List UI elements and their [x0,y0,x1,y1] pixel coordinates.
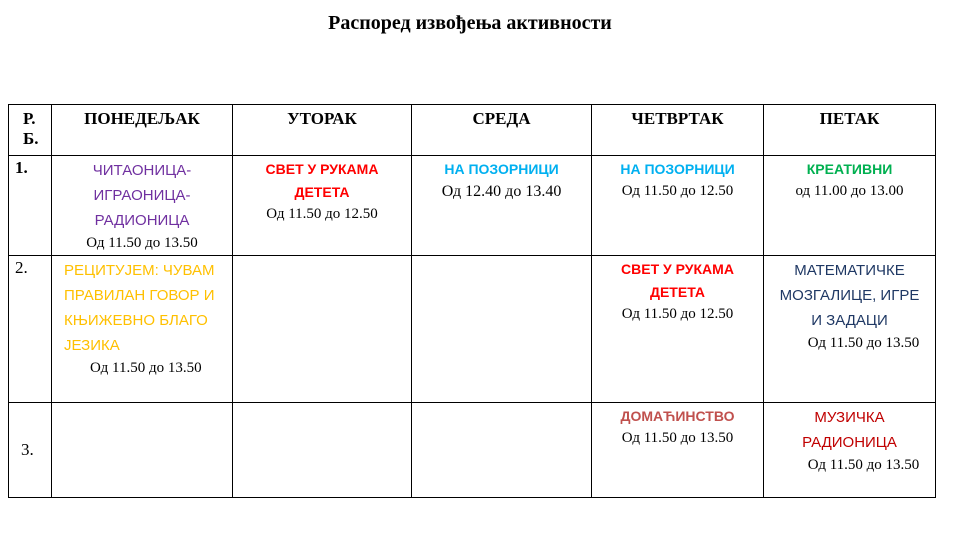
activity-line: СВЕТ У РУКАМА [621,261,734,277]
cell-wednesday-empty [412,403,592,498]
cell-friday [764,156,936,256]
cell-monday-empty [52,403,233,498]
header-wednesday: СРЕДА [412,105,592,156]
activity-line: И ЗАДАЦИ [811,312,888,329]
activity-line: ПРАВИЛАН ГОВОР И [64,287,215,304]
activity-time: Од 11.50 до 13.50 [807,335,920,351]
table-row [9,256,936,403]
cell-friday [764,403,936,498]
activity-time: Од 12.40 до 13.40 [441,183,562,200]
cell-monday [52,256,233,403]
activity-time: Од 11.50 до 13.50 [807,457,920,473]
table-row [9,403,936,498]
activity-line: ДЕТЕТА [650,284,705,300]
activity-time: Од 11.50 до 12.50 [621,183,734,199]
header-monday: ПОНЕДЕЉАК [52,105,233,156]
activity-time: Од 11.50 до 12.50 [266,206,378,222]
activity-line: РАДИОНИЦА [802,434,897,451]
activity-time: Од 11.50 до 13.50 [86,235,198,251]
cell-tuesday [233,156,412,256]
activity-time: Од 11.50 до 12.50 [621,306,734,322]
activity-time: од 11.00 до 13.00 [795,183,904,199]
schedule-table [8,104,936,498]
activity-line: СВЕТ У РУКАМА [265,161,379,177]
activity-line: ДОМАЋИНСТВО [620,408,735,424]
row-number: 2. [9,256,52,403]
activity-line: КЊИЖЕВНО БЛАГО [64,312,208,329]
activity-line: КРЕАТИВНИ [806,161,893,177]
cell-monday [52,156,233,256]
activity-line: РАДИОНИЦА [94,212,190,229]
activity-line: ЧИТАОНИЦА- [92,162,192,179]
row-number: 1. [9,156,52,256]
header-row [9,105,936,156]
cell-wednesday-empty [412,256,592,403]
activity-line: НА ПОЗОРНИЦИ [620,161,735,177]
row-number: 3. [9,403,52,498]
activity-line: ДЕТЕТА [294,184,350,200]
page-title: Распоред извођења активности [328,12,612,34]
activity-time: Од 11.50 до 13.50 [90,360,202,376]
activity-line: НА ПОЗОРНИЦИ [444,161,559,177]
header-tuesday: УТОРАК [233,105,412,156]
activity-line: МОЗГАЛИЦЕ, ИГРЕ [779,287,920,304]
activity-line: МУЗИЧКА [814,409,885,426]
activity-time: Од 11.50 до 13.50 [621,430,734,446]
header-friday: ПЕТАК [764,105,936,156]
activity-line: ИГРАОНИЦА- [93,187,191,204]
cell-wednesday [412,156,592,256]
activity-line: РЕЦИТУЈЕМ: ЧУВАМ [64,262,215,279]
header-thursday: ЧЕТВРТАК [592,105,764,156]
cell-tuesday-empty [233,403,412,498]
cell-thursday [592,156,764,256]
activity-line: МАТЕМАТИЧКЕ [794,262,905,279]
table-row [9,156,936,256]
activity-line: ЈЕЗИКА [64,337,120,354]
cell-thursday [592,256,764,403]
cell-friday [764,256,936,403]
cell-tuesday-empty [233,256,412,403]
cell-thursday [592,403,764,498]
header-rb: Р. Б. [9,105,52,156]
